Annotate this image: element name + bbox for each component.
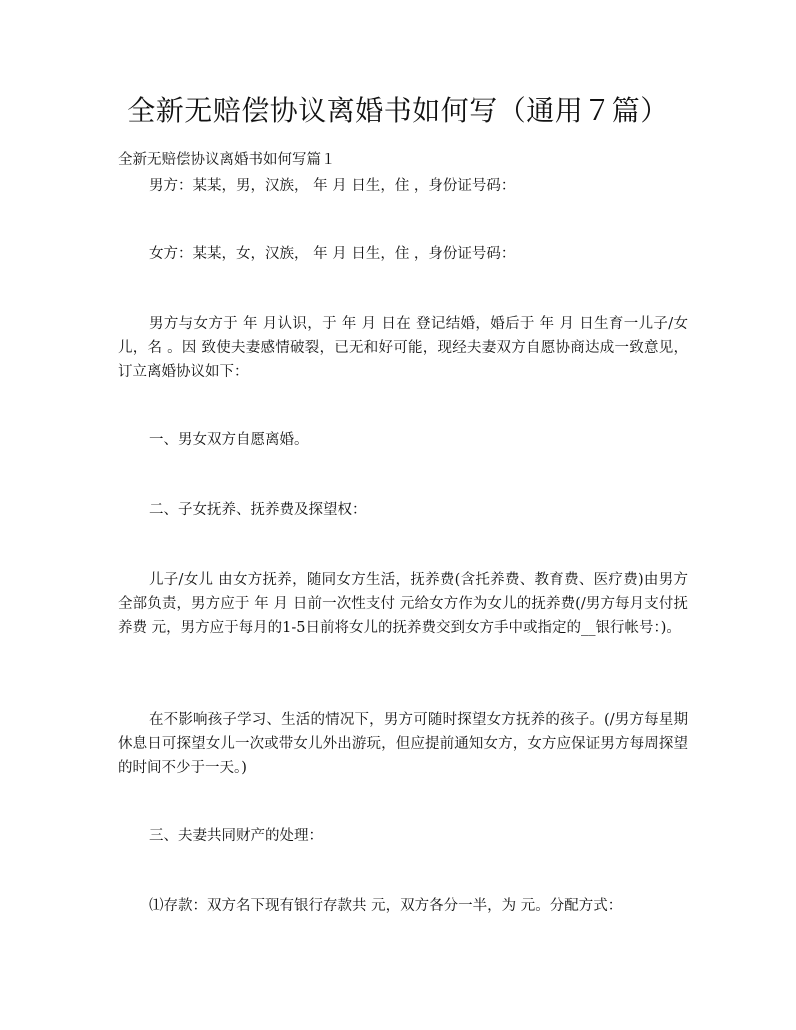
section-heading: 全新无赔偿协议离婚书如何写篇１ bbox=[118, 152, 336, 168]
paragraph-man-info: 男方：某某，男，汉族， 年 月 日生，住 ，身份证号码： bbox=[149, 178, 516, 194]
clause-3-heading: 三、夫妻共同财产的处理： bbox=[149, 828, 323, 844]
paragraph-child-support: 儿子/女儿 由女方抚养，随同女方生活，抚养费(含托养费、教育费、医疗费)由男方全部负责，男方应于 年 月 日前一次性支付 元给女方作为女儿的抚养费(/男方每月支付抚养费 元，男方应于每月的1-5日前将女儿的抚养费交到女方手中或指定的__银行帐号：)。 bbox=[118, 572, 688, 636]
paragraph-savings: ⑴存款：双方名下现有银行存款共 元，双方各分一半，为 元。分配方式： bbox=[149, 898, 623, 914]
paragraph-visitation: 在不影响孩子学习、生活的情况下，男方可随时探望女方抚养的孩子。(/男方每星期休息日可探望女儿一次或带女儿外出游玩，但应提前通知女方，女方应保证男方每周探望的时间不少于一天。) bbox=[118, 712, 688, 776]
clause-1: 一、男女双方自愿离婚。 bbox=[149, 432, 309, 448]
clause-2-heading: 二、子女抚养、抚养费及探望权： bbox=[149, 502, 367, 518]
paragraph-woman-info: 女方：某某，女，汉族， 年 月 日生，住 ，身份证号码： bbox=[149, 246, 516, 262]
paragraph-marriage-background: 男方与女方于 年 月认识，于 年 月 日在 登记结婚，婚后于 年 月 日生育一儿子/女儿，名 。因 致使夫妻感情破裂，已无和好可能，现经夫妻双方自愿协商达成一致意见，订立离婚协议如下： bbox=[118, 316, 688, 380]
document-title: 全新无赔偿协议离婚书如何写（通用７篇） bbox=[127, 94, 669, 127]
